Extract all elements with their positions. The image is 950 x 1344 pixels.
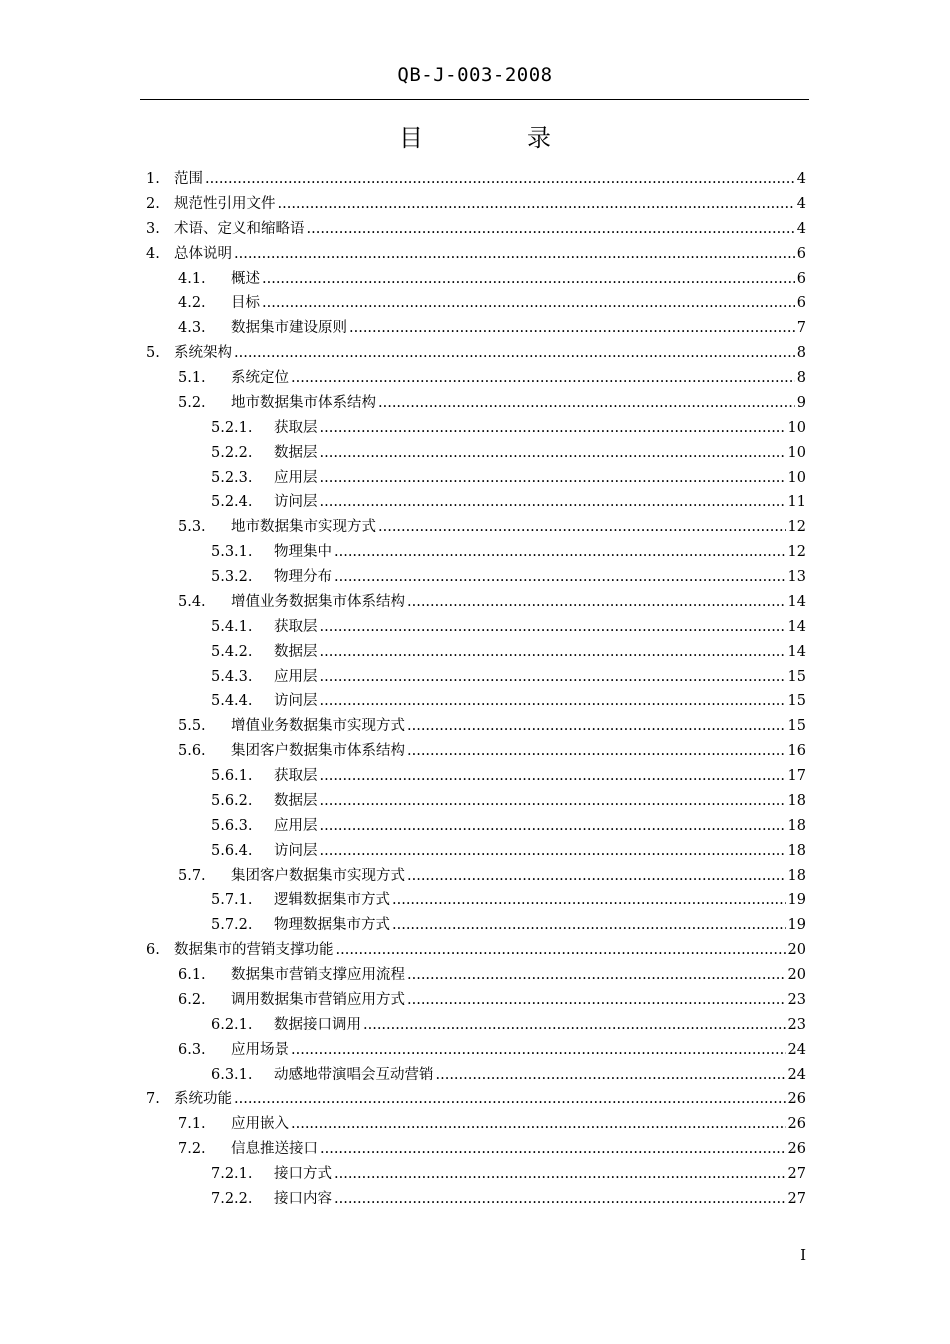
toc-dot-leader	[436, 1063, 786, 1088]
toc-entry-number: 5.2.2.	[211, 444, 253, 461]
toc-entry[interactable]	[0, 242, 950, 267]
toc-entry[interactable]	[0, 466, 950, 491]
toc-dot-leader	[392, 913, 786, 938]
toc-entry-title: 术语、定义和缩略语	[174, 220, 305, 237]
toc-entry-page: 26	[787, 1141, 806, 1158]
toc-entry-page: 6	[796, 245, 806, 262]
toc-entry-number: 2.	[146, 195, 160, 212]
document-code: QB-J-003-2008	[397, 64, 553, 86]
toc-entry-title: 数据层	[274, 792, 318, 809]
toc-entry-number: 5.4.2.	[211, 643, 253, 660]
toc-entry-number: 5.2.	[178, 394, 206, 411]
toc-entry-number: 5.3.	[178, 519, 206, 536]
toc-dot-leader	[407, 714, 786, 739]
toc-entry-number: 5.2.1.	[211, 419, 253, 436]
toc-entry[interactable]	[0, 366, 950, 391]
toc-entry[interactable]	[0, 565, 950, 590]
toc-dot-leader	[320, 441, 786, 466]
toc-entry[interactable]	[0, 416, 950, 441]
toc-entry-number: 5.5.	[178, 718, 206, 735]
toc-entry[interactable]	[0, 714, 950, 739]
toc-dot-leader	[334, 1162, 786, 1187]
toc-entry-title: 目标	[231, 295, 260, 312]
toc-entry[interactable]	[0, 590, 950, 615]
toc-entry-page: 20	[787, 967, 806, 983]
toc-entry[interactable]	[0, 167, 950, 192]
toc-entry-title: 数据层	[274, 643, 318, 660]
toc-entry-title: 访问层	[274, 693, 318, 710]
toc-entry[interactable]	[0, 515, 950, 540]
toc-entry-number: 6.2.	[178, 991, 206, 1008]
toc-entry[interactable]	[0, 888, 950, 913]
toc-entry[interactable]	[0, 839, 950, 864]
toc-entry-page: 15	[787, 668, 806, 685]
toc-entry[interactable]	[0, 665, 950, 690]
toc-entry[interactable]	[0, 913, 950, 938]
toc-entry-title: 系统定位	[231, 370, 289, 386]
toc-dot-leader	[320, 665, 786, 690]
toc-title: 目 录	[399, 124, 591, 152]
toc-dot-leader	[234, 242, 795, 267]
toc-entry-number: 5.2.4.	[211, 494, 253, 511]
toc-entry-number: 1.	[146, 171, 160, 187]
toc-entry-number: 7.1.	[178, 1116, 206, 1133]
toc-entry[interactable]	[0, 640, 950, 665]
toc-entry-page: 19	[787, 917, 806, 934]
toc-entry[interactable]	[0, 864, 950, 889]
toc-entry[interactable]	[0, 1162, 950, 1187]
toc-entry-number: 5.1.	[178, 370, 206, 386]
toc-entry-title: 物理数据集市方式	[274, 917, 390, 934]
toc-entry-page: 15	[787, 693, 806, 710]
toc-entry-number: 7.2.2.	[211, 1190, 253, 1207]
toc-entry-title: 数据集市营销支撑应用流程	[231, 967, 405, 983]
toc-entry-page: 26	[787, 1091, 806, 1108]
toc-entry-title: 获取层	[274, 419, 318, 436]
toc-entry-number: 4.3.	[178, 320, 206, 337]
toc-entry[interactable]	[0, 217, 950, 242]
toc-entry-page: 19	[787, 892, 806, 909]
toc-dot-leader	[334, 565, 786, 590]
toc-entry-page: 13	[787, 569, 806, 585]
toc-entry-title: 应用层	[274, 817, 318, 834]
toc-entry-page: 27	[787, 1190, 806, 1207]
toc-entry-page: 6	[796, 270, 806, 287]
toc-entry-page: 4	[796, 171, 806, 187]
toc-entry-page: 27	[787, 1166, 806, 1182]
toc-entry-number: 5.6.1.	[211, 768, 253, 784]
toc-entry-title: 应用层	[274, 668, 318, 685]
toc-dot-leader	[407, 988, 786, 1013]
toc-entry-title: 地市数据集市体系结构	[231, 394, 376, 411]
toc-entry[interactable]	[0, 1187, 950, 1212]
toc-entry-title: 增值业务数据集市体系结构	[231, 593, 405, 610]
toc-entry[interactable]	[0, 341, 950, 366]
toc-entry-title: 应用场景	[231, 1041, 289, 1058]
page-number: I	[800, 1246, 806, 1264]
toc-dot-leader	[234, 1087, 786, 1112]
toc-entry-page: 18	[787, 842, 806, 859]
toc-entry-page: 6	[796, 295, 806, 312]
toc-entry-page: 8	[796, 345, 806, 362]
toc-entry-page: 7	[796, 320, 806, 337]
toc-dot-leader	[407, 590, 786, 615]
toc-entry-number: 5.7.2.	[211, 917, 253, 934]
toc-entry[interactable]	[0, 1038, 950, 1063]
toc-entry-number: 7.2.1.	[211, 1166, 253, 1182]
toc-entry-title: 访问层	[274, 842, 318, 859]
toc-entry[interactable]	[0, 1137, 950, 1162]
toc-dot-leader	[334, 1187, 786, 1212]
toc-entry-page: 26	[787, 1116, 806, 1133]
toc-entry[interactable]	[0, 192, 950, 217]
toc-entry-number: 5.4.1.	[211, 618, 253, 635]
toc-entry-page: 15	[787, 718, 806, 735]
toc-dot-leader	[320, 466, 786, 491]
toc-entry-number: 4.2.	[178, 295, 206, 312]
toc-entry-page: 18	[787, 817, 806, 834]
toc-entry-number: 5.7.	[178, 867, 206, 884]
toc-dot-leader	[334, 540, 786, 565]
toc-entry[interactable]	[0, 540, 950, 565]
toc-entry[interactable]	[0, 615, 950, 640]
toc-entry-title: 调用数据集市营销应用方式	[231, 991, 405, 1008]
toc-entry-title: 数据接口调用	[274, 1016, 361, 1033]
toc-dot-leader	[378, 391, 795, 416]
toc-dot-leader	[291, 1112, 786, 1137]
header-rule	[140, 99, 809, 100]
toc-dot-leader	[378, 515, 786, 540]
toc-dot-leader	[291, 366, 795, 391]
toc-entry[interactable]	[0, 391, 950, 416]
toc-dot-leader	[234, 341, 795, 366]
toc-dot-leader	[320, 1137, 786, 1162]
toc-entry-number: 5.6.	[178, 743, 206, 760]
toc-dot-leader	[349, 316, 795, 341]
toc-entry[interactable]	[0, 963, 950, 988]
toc-entry-title: 规范性引用文件	[174, 195, 276, 212]
toc-dot-leader	[320, 814, 786, 839]
toc-entry-page: 9	[796, 394, 806, 411]
toc-entry-title: 物理集中	[274, 544, 332, 561]
toc-entry-page: 11	[787, 494, 806, 511]
toc-entry-page: 4	[796, 220, 806, 237]
toc-entry-title: 增值业务数据集市实现方式	[231, 718, 405, 735]
toc-entry-number: 5.4.4.	[211, 693, 253, 710]
toc-entry-title: 数据集市的营销支撑功能	[174, 942, 334, 959]
toc-entry-number: 5.6.2.	[211, 792, 253, 809]
toc-dot-leader	[320, 689, 786, 714]
toc-entry-title: 地市数据集市实现方式	[231, 519, 376, 536]
toc-entry-title: 信息推送接口	[231, 1141, 318, 1158]
toc-entry[interactable]	[0, 764, 950, 789]
toc-entry-title: 系统功能	[174, 1091, 232, 1108]
toc-dot-leader	[320, 764, 786, 789]
toc-entry[interactable]	[0, 267, 950, 292]
toc-entry-title: 集团客户数据集市体系结构	[231, 743, 405, 760]
toc-entry-page: 14	[787, 643, 806, 660]
toc-entry-page: 24	[787, 1041, 806, 1058]
toc-entry-page: 23	[787, 991, 806, 1008]
toc-entry-page: 14	[787, 593, 806, 610]
toc-entry[interactable]	[0, 988, 950, 1013]
toc-entry-title: 总体说明	[174, 245, 232, 262]
toc-entry[interactable]	[0, 689, 950, 714]
toc-dot-leader	[407, 864, 786, 889]
toc-entry-number: 5.4.	[178, 593, 206, 610]
toc-entry-number: 5.6.4.	[211, 842, 253, 859]
toc-entry[interactable]	[0, 814, 950, 839]
toc-dot-leader	[363, 1013, 786, 1038]
toc-entry-title: 系统架构	[174, 345, 232, 362]
toc-entry-page: 8	[796, 370, 806, 386]
toc-entry-number: 4.1.	[178, 270, 206, 287]
toc-entry[interactable]	[0, 490, 950, 515]
toc-entry[interactable]	[0, 739, 950, 764]
toc-entry-title: 接口内容	[274, 1190, 332, 1207]
toc-entry[interactable]	[0, 316, 950, 341]
toc-entry-number: 5.7.1.	[211, 892, 253, 909]
toc-entry-number: 5.3.1.	[211, 544, 253, 561]
toc-entry[interactable]	[0, 1112, 950, 1137]
toc-dot-leader	[320, 789, 786, 814]
toc-entry-number: 4.	[146, 245, 160, 262]
toc-dot-leader	[278, 192, 795, 217]
toc-entry[interactable]	[0, 1013, 950, 1038]
toc-entry-number: 6.2.1.	[211, 1016, 253, 1033]
toc-dot-leader	[262, 267, 795, 292]
toc-entry-page: 24	[787, 1066, 806, 1083]
toc-entry-page: 16	[787, 743, 806, 760]
toc-dot-leader	[291, 1038, 786, 1063]
toc-entry[interactable]	[0, 789, 950, 814]
toc-entry-page: 18	[787, 792, 806, 809]
toc-entry-page: 12	[787, 519, 806, 536]
toc-entry-title: 集团客户数据集市实现方式	[231, 867, 405, 884]
toc-entry-title: 数据集市建设原则	[231, 320, 347, 337]
toc-entry-number: 5.6.3.	[211, 817, 253, 834]
toc-entry-number: 5.2.3.	[211, 469, 253, 486]
toc-entry-number: 7.2.	[178, 1141, 206, 1158]
toc-entry-page: 10	[787, 419, 806, 436]
toc-entry-title: 获取层	[274, 768, 318, 784]
toc-entry-page: 14	[787, 618, 806, 635]
toc-entry-title: 范围	[174, 171, 203, 187]
toc-entry-number: 3.	[146, 220, 160, 237]
toc-entry-number: 6.3.1.	[211, 1066, 253, 1083]
toc-dot-leader	[320, 839, 786, 864]
table-of-contents	[0, 167, 950, 1212]
toc-entry-title: 获取层	[274, 618, 318, 635]
toc-entry-page: 10	[787, 469, 806, 486]
toc-entry-title: 逻辑数据集市方式	[274, 892, 390, 909]
toc-dot-leader	[320, 640, 786, 665]
toc-entry-title: 概述	[231, 270, 260, 287]
toc-entry-page: 23	[787, 1016, 806, 1033]
toc-entry-page: 18	[787, 867, 806, 884]
toc-dot-leader	[407, 739, 786, 764]
toc-dot-leader	[262, 291, 795, 316]
toc-entry[interactable]	[0, 441, 950, 466]
toc-dot-leader	[205, 167, 795, 192]
toc-dot-leader	[407, 963, 786, 988]
toc-entry-number: 7.	[146, 1091, 160, 1108]
toc-entry-number: 6.3.	[178, 1041, 206, 1058]
toc-entry-title: 应用嵌入	[231, 1116, 289, 1133]
toc-entry-title: 应用层	[274, 469, 318, 486]
toc-entry-number: 5.4.3.	[211, 668, 253, 685]
toc-entry-page: 12	[787, 544, 806, 561]
toc-entry-number: 5.3.2.	[211, 569, 253, 585]
toc-entry[interactable]	[0, 1087, 950, 1112]
toc-entry-title: 接口方式	[274, 1166, 332, 1182]
toc-entry-page: 10	[787, 444, 806, 461]
toc-entry[interactable]	[0, 938, 950, 963]
toc-entry-title: 动感地带演唱会互动营销	[274, 1066, 434, 1083]
toc-entry-page: 20	[787, 942, 806, 959]
toc-dot-leader	[307, 217, 795, 242]
toc-entry-title: 数据层	[274, 444, 318, 461]
toc-dot-leader	[320, 416, 786, 441]
toc-entry-number: 5.	[146, 345, 160, 362]
toc-dot-leader	[336, 938, 786, 963]
toc-entry[interactable]	[0, 1063, 950, 1088]
toc-entry-number: 6.1.	[178, 967, 206, 983]
toc-dot-leader	[392, 888, 786, 913]
toc-entry-page: 17	[787, 768, 806, 784]
toc-entry-page: 4	[796, 195, 806, 212]
toc-entry-title: 物理分布	[274, 569, 332, 585]
toc-dot-leader	[320, 490, 786, 515]
toc-entry-title: 访问层	[274, 494, 318, 511]
toc-entry[interactable]	[0, 291, 950, 316]
toc-dot-leader	[320, 615, 786, 640]
toc-entry-number: 6.	[146, 942, 160, 959]
